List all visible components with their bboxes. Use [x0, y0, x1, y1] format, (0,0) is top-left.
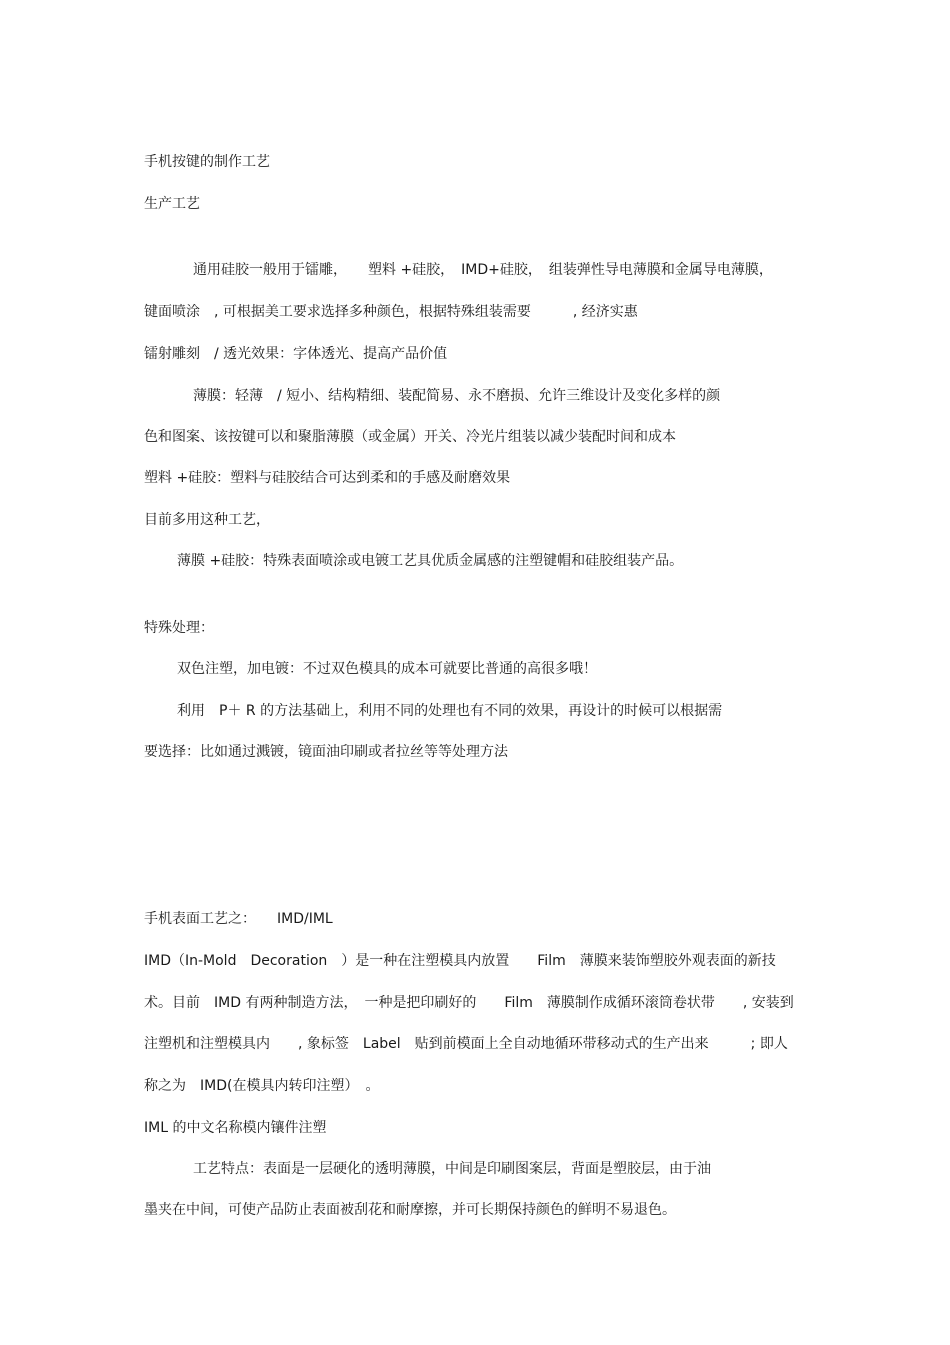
paragraph-line: 注塑机和注塑模具内 , 象标签 Label 贴到前模面上全自动地循环带移动式的生产出来 ; 即人 — [144, 1036, 788, 1052]
paragraph-line: 称之为 IMD(在模具内转印注塑） 。 — [144, 1078, 380, 1094]
section-heading-production: 生产工艺 — [144, 196, 200, 212]
paragraph-line: 要选择：比如通过溅镀，镜面油印刷或者拉丝等等处理方法 — [144, 744, 508, 760]
paragraph-line: IMD（In-Mold Decoration ）是一种在注塑模具内放置 Film 薄膜来装饰塑胶外观表面的新技 — [144, 953, 776, 969]
paragraph-line: 塑料 +硅胶：塑料与硅胶结合可达到柔和的手感及耐磨效果 — [144, 470, 511, 486]
paragraph-line: 墨夹在中间，可使产品防止表面被刮花和耐摩擦，并可长期保持颜色的鲜明不易退色。 — [144, 1202, 676, 1218]
paragraph-line: 薄膜 +硅胶：特殊表面喷涂或电镀工艺具优质金属感的注塑键帽和硅胶组装产品。 — [177, 553, 684, 569]
section-heading-special: 特殊处理： — [144, 620, 214, 636]
paragraph-line: 通用硅胶一般用于镭雕， 塑料 +硅胶， IMD+硅胶， 组装弹性导电薄膜和金属导电薄膜， — [193, 262, 773, 278]
paragraph-line: 工艺特点：表面是一层硬化的透明薄膜，中间是印刷图案层，背面是塑胶层，由于油 — [193, 1161, 711, 1177]
section-heading-imd: 手机表面工艺之： IMD/IML — [144, 911, 333, 927]
paragraph-line: 利用 P＋ R 的方法基础上，利用不同的处理也有不同的效果，再设计的时候可以根据需 — [177, 703, 723, 719]
paragraph-line: IML 的中文名称模内镶件注塑 — [144, 1120, 327, 1136]
paragraph-line: 目前多用这种工艺， — [144, 512, 270, 528]
paragraph-line: 双色注塑，加电镀：不过双色模具的成本可就要比普通的高很多哦！ — [177, 661, 597, 677]
paragraph-line: 术。目前 IMD 有两种制造方法， 一种是把印刷好的 Film 薄膜制作成循环滚筒卷状带 , 安装到 — [144, 995, 794, 1011]
paragraph-line: 键面喷涂 , 可根据美工要求选择多种颜色，根据特殊组装需要 , 经济实惠 — [144, 304, 638, 320]
page-title: 手机按键的制作工艺 — [144, 154, 270, 170]
paragraph-line: 色和图案、该按键可以和聚脂薄膜（或金属）开关、冷光片组装以减少装配时间和成本 — [144, 429, 676, 445]
paragraph-line: 镭射雕刻 / 透光效果：字体透光、提高产品价值 — [144, 346, 448, 362]
paragraph-line: 薄膜：轻薄 / 短小、结构精细、装配简易、永不磨损、允许三维设计及变化多样的颜 — [193, 388, 721, 404]
